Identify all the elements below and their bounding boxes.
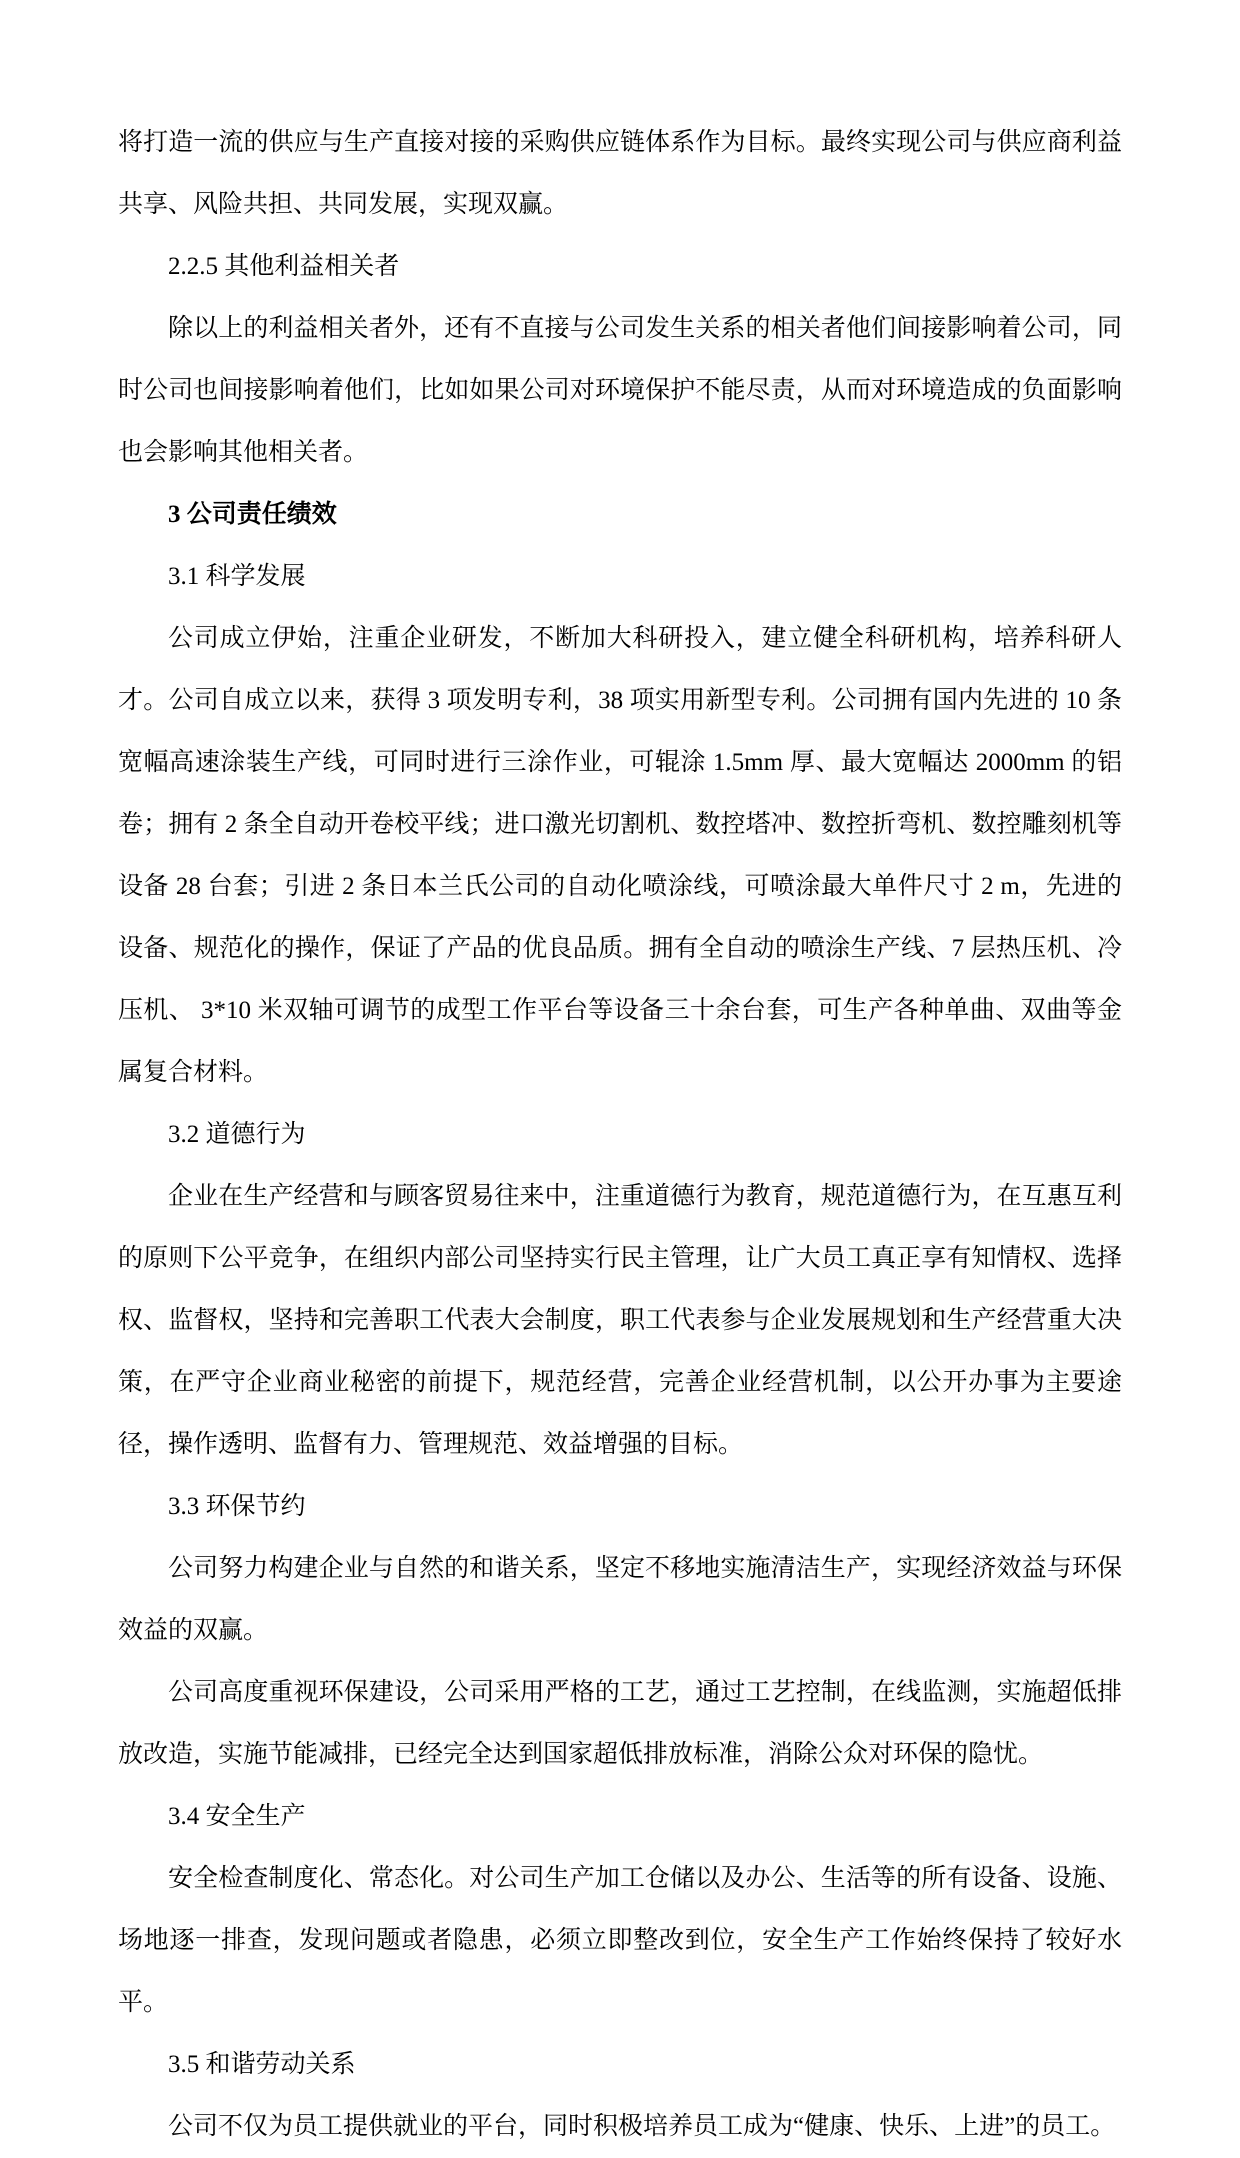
- section-heading-2-2-5: 2.2.5 其他利益相关者: [168, 253, 400, 280]
- section-heading-3-3: 3.3 环保节约: [168, 1493, 306, 1520]
- paragraph-continuation: 将打造一流的供应与生产直接对接的采购供应链体系作为目标。最终实现公司与供应商利益共享、风险共担、共同发展，实现双赢。: [118, 129, 1122, 218]
- paragraph: 公司努力构建企业与自然的和谐关系，坚定不移地实施清洁生产，实现经济效益与环保效益的双赢。: [118, 1555, 1122, 1644]
- section-heading-3-4: 3.4 安全生产: [168, 1803, 306, 1830]
- paragraph: 企业在生产经营和与顾客贸易往来中，注重道德行为教育，规范道德行为，在互惠互利的原则下公平竞争，在组织内部公司坚持实行民主管理，让广大员工真正享有知情权、选择权、监督权，坚持和完善职工代表大会制度，职工代表参与企业发展规划和生产经营重大决策，在严守企业商业秘密的前提下，规范经营，完善企业经营机制，以公开办事为主要途径，操作透明、监督有力、管理规范、效益增强的目标。: [118, 1183, 1122, 1458]
- section-heading-3-1: 3.1 科学发展: [168, 563, 306, 590]
- paragraph: 除以上的利益相关者外，还有不直接与公司发生关系的相关者他们间接影响着公司，同时公司也间接影响着他们，比如如果公司对环境保护不能尽责，从而对环境造成的负面影响也会影响其他相关者。: [118, 315, 1122, 466]
- paragraph: 公司成立伊始，注重企业研发，不断加大科研投入，建立健全科研机构，培养科研人才。公司自成立以来，获得 3 项发明专利，38 项实用新型专利。公司拥有国内先进的 10 条宽幅高速涂装生产线，可同时进行三涂作业，可辊涂 1.5mm 厚、最大宽幅达 2000mm 的铝卷；拥有 2 条全自动开卷校平线；进口激光切割机、数控塔冲、数控折弯机、数控雕刻机等设备 28 台套；引进 2 条日本兰氏公司的自动化喷涂线，可喷涂最大单件尺寸 2 m，先进的设备、规范化的操作，保证了产品的优良品质。拥有全自动的喷涂生产线、7 层热压机、冷压机、 3*10 米双轴可调节的成型工作平台等设备三十余台套，可生产各种单曲、双曲等金属复合材料。: [118, 625, 1122, 1086]
- paragraph: 安全检查制度化、常态化。对公司生产加工仓储以及办公、生活等的所有设备、设施、场地逐一排查，发现问题或者隐患，必须立即整改到位，安全生产工作始终保持了较好水平。: [118, 1865, 1122, 2016]
- section-heading-3-5: 3.5 和谐劳动关系: [168, 2051, 356, 2078]
- paragraph: 公司高度重视环保建设，公司采用严格的工艺，通过工艺控制，在线监测，实施超低排放改造，实施节能减排，已经完全达到国家超低排放标准，消除公众对环保的隐忧。: [118, 1679, 1122, 1768]
- paragraph: 公司不仅为员工提供就业的平台，同时积极培养员工成为“健康、快乐、上进”的员工。: [168, 2113, 1116, 2140]
- chapter-heading-3: 3 公司责任绩效: [168, 501, 337, 528]
- section-heading-3-2: 3.2 道德行为: [168, 1121, 306, 1148]
